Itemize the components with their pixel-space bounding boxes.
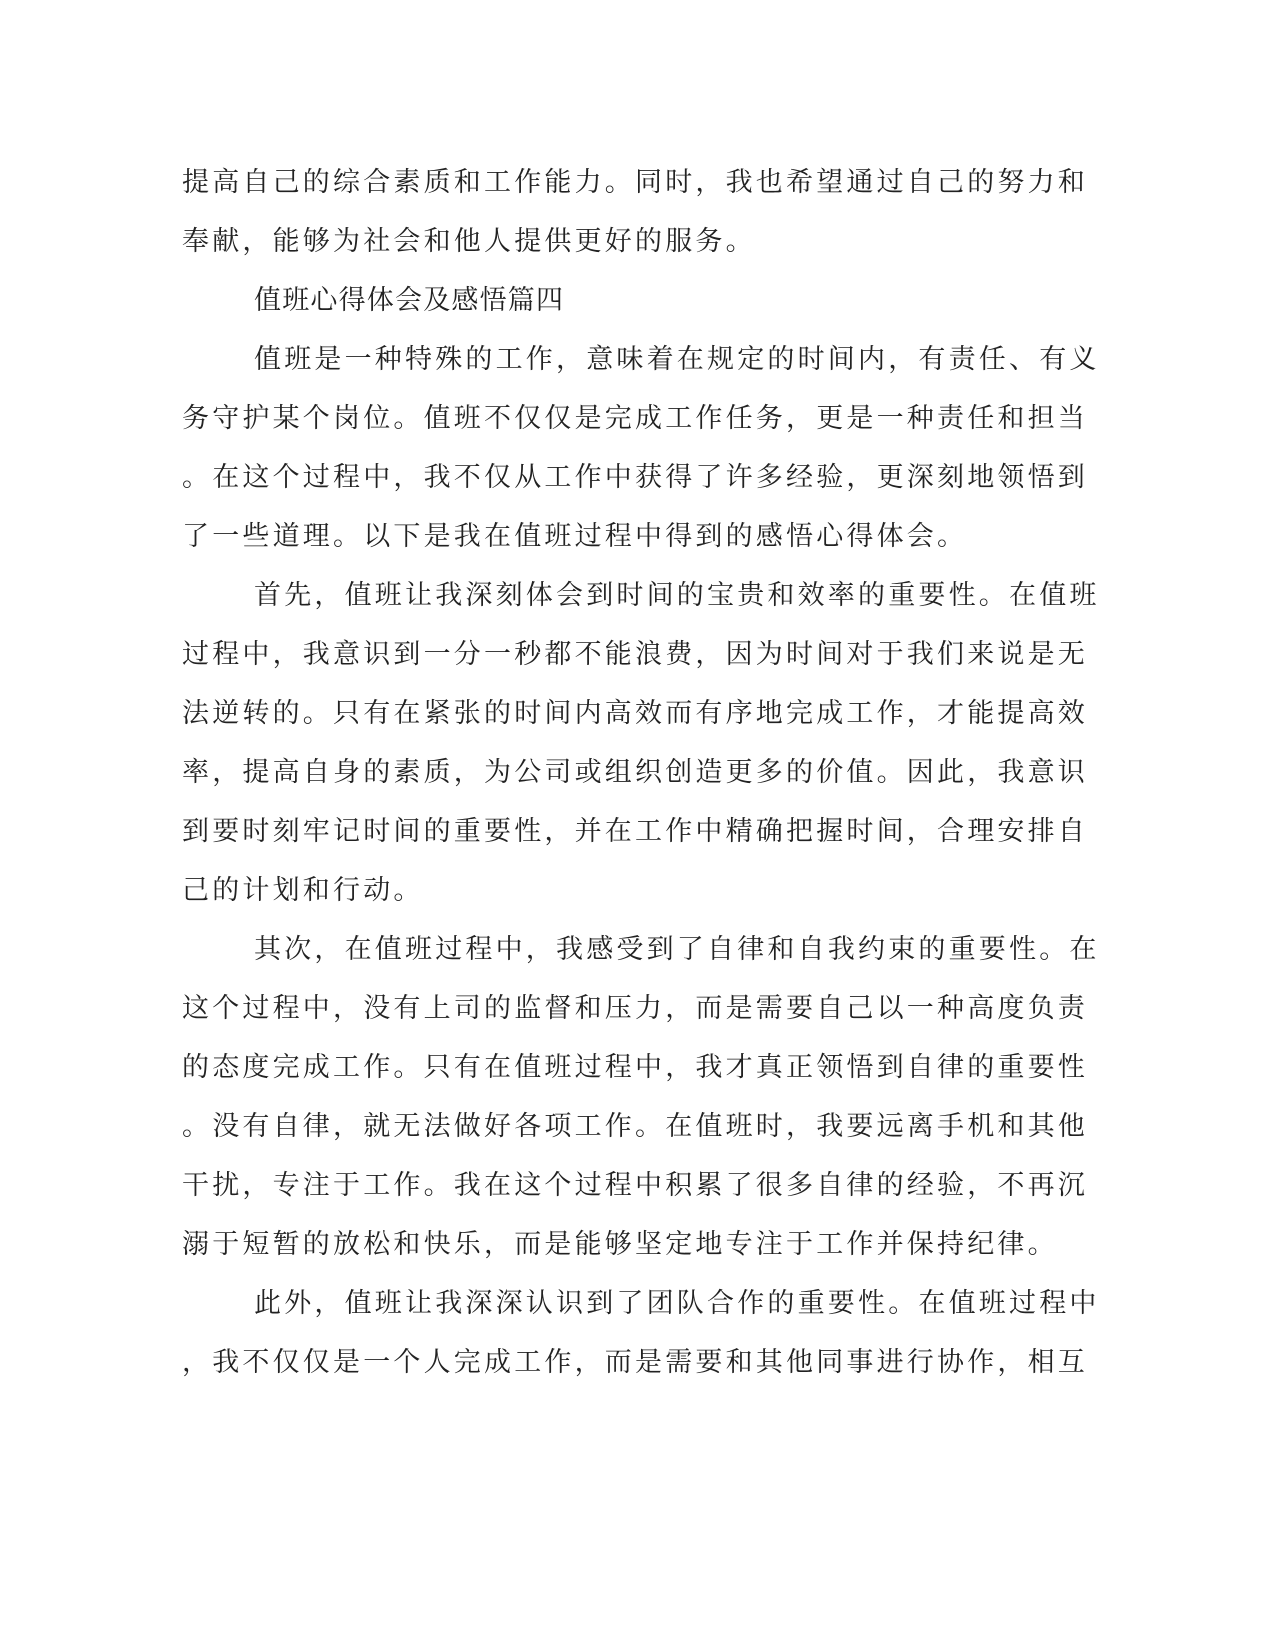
text-line: 的态度完成工作。只有在值班过程中，我才真正领悟到自律的重要性	[182, 1052, 1088, 1083]
section-heading: 值班心得体会及感悟篇四	[254, 285, 565, 316]
text-line: 提高自己的综合素质和工作能力。同时，我也希望通过自己的努力和	[182, 167, 1088, 198]
text-line: 法逆转的。只有在紧张的时间内高效而有序地完成工作，才能提高效	[182, 698, 1088, 729]
text-line: 首先，值班让我深刻体会到时间的宝贵和效率的重要性。在值班	[254, 580, 1100, 611]
text-line: 率，提高自身的素质，为公司或组织创造更多的价值。因此，我意识	[182, 757, 1088, 788]
text-line: 此外，值班让我深深认识到了团队合作的重要性。在值班过程中	[254, 1288, 1100, 1319]
text-line: 己的计划和行动。	[182, 875, 424, 906]
text-line: 了一些道理。以下是我在值班过程中得到的感悟心得体会。	[182, 521, 968, 552]
text-line: 。没有自律，就无法做好各项工作。在值班时，我要远离手机和其他	[182, 1111, 1088, 1142]
text-line: 溺于短暂的放松和快乐，而是能够坚定地专注于工作并保持纪律。	[182, 1229, 1058, 1260]
document-body	[182, 153, 1100, 1392]
text-line: 。在这个过程中，我不仅从工作中获得了许多经验，更深刻地领悟到	[182, 462, 1088, 493]
text-line: 其次，在值班过程中，我感受到了自律和自我约束的重要性。在	[254, 934, 1100, 965]
text-line: 值班是一种特殊的工作，意味着在规定的时间内，有责任、有义	[254, 344, 1100, 375]
text-line: 到要时刻牢记时间的重要性，并在工作中精确把握时间，合理安排自	[182, 816, 1088, 847]
text-line: 这个过程中，没有上司的监督和压力，而是需要自己以一种高度负责	[182, 993, 1088, 1024]
text-line: ，我不仅仅是一个人完成工作，而是需要和其他同事进行协作，相互	[182, 1347, 1088, 1378]
text-line: 奉献，能够为社会和他人提供更好的服务。	[182, 226, 756, 257]
text-line: 干扰，专注于工作。我在这个过程中积累了很多自律的经验，不再沉	[182, 1170, 1088, 1201]
text-line: 务守护某个岗位。值班不仅仅是完成工作任务，更是一种责任和担当	[182, 403, 1088, 434]
text-line: 过程中，我意识到一分一秒都不能浪费，因为时间对于我们来说是无	[182, 639, 1088, 670]
